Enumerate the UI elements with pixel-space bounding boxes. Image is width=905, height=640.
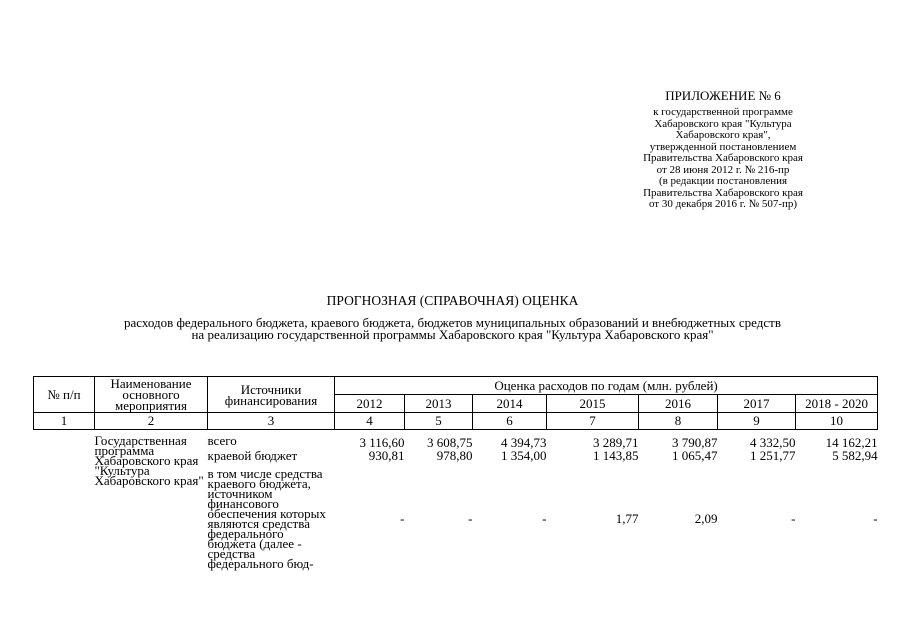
column-number: 1 [34, 413, 95, 430]
value-cell: 978,80 [436, 447, 473, 463]
budget-table [33, 376, 878, 569]
subtitle-line: на реализацию государственной программы Хабаровского края "Культура Хабаровского края" [191, 327, 714, 342]
appendix-heading: ПРИЛОЖЕНИЕ № 6 [665, 88, 781, 103]
header-name: Наименование основного мероприятия [95, 377, 208, 413]
column-number: 10 [796, 413, 878, 430]
column-number: 4 [335, 413, 405, 430]
source-label: краевой бюджет [207, 447, 298, 463]
column-number: 8 [639, 413, 718, 430]
appendix-line: от 28 июня 2012 г. № 216-пр [656, 163, 790, 176]
value-cell: 3 116,60 [359, 434, 405, 450]
program-name: Государственная программа Хабаровского края "Культура Хабаровского края" [94, 432, 204, 488]
column-number: 7 [547, 413, 639, 430]
value-cell: 4 332,50 [750, 434, 796, 450]
value-cell: 1 065,47 [672, 447, 718, 463]
value-cell: 4 394,73 [501, 434, 547, 450]
row-number [34, 436, 95, 449]
row-number [34, 449, 95, 469]
subtitle-line: расходов федерального бюджета, краевого бюджета, бюджетов муниципальных образований и внебюджетных средств [124, 315, 781, 330]
document-subtitle [0, 317, 905, 341]
row-number [34, 469, 95, 569]
value-cell: 3 608,75 [427, 434, 473, 450]
appendix-line: Правительства Хабаровского края [643, 152, 803, 164]
header-year: 2015 [547, 395, 639, 413]
appendix-line: утвержденной постановлением [649, 140, 797, 153]
column-number: 9 [718, 413, 796, 430]
header-year: 2017 [718, 395, 796, 413]
header-year: 2013 [405, 395, 473, 413]
header-year: 2018 - 2020 [796, 395, 878, 413]
header-year: 2012 [335, 395, 405, 413]
source-label: в том числе средства краевого бюджета, источником финансового обеспечения которых являются средства федерального бюджета (далее - средства федерального бюд- [207, 465, 326, 571]
value-cell: - [791, 511, 796, 526]
source-label: всего [207, 432, 237, 448]
header-year: 2014 [473, 395, 547, 413]
column-number: 2 [95, 413, 208, 430]
column-number: 3 [208, 413, 335, 430]
document-title: ПРОГНОЗНАЯ (СПРАВОЧНАЯ) ОЦЕНКА [326, 293, 579, 308]
appendix-line: Хабаровского края "Культура [654, 117, 792, 130]
value-cell: - [542, 511, 547, 526]
value-cell: - [873, 511, 878, 526]
column-number: 6 [473, 413, 547, 430]
appendix-line: к государственной программе [653, 106, 793, 118]
appendix-block [618, 88, 828, 211]
appendix-line: от 30 декабря 2016 г. № 507-пр) [648, 198, 798, 210]
value-cell: 1,77 [615, 511, 639, 526]
appendix-line: Правительства Хабаровского края [643, 186, 803, 199]
value-cell: 14 162,21 [825, 434, 878, 450]
value-cell: 5 582,94 [832, 447, 878, 463]
table-row [34, 436, 878, 449]
value-cell: 1 251,77 [750, 447, 796, 463]
header-estimate: Оценка расходов по годам (млн. рублей) [335, 377, 878, 395]
value-cell: 2,09 [694, 511, 718, 526]
value-cell: - [468, 511, 473, 526]
value-cell: 3 790,87 [672, 434, 718, 450]
header-source: Источники финансирования [208, 377, 335, 413]
header-num: № п/п [34, 377, 95, 413]
value-cell: 930,81 [368, 447, 405, 463]
header-year: 2016 [639, 395, 718, 413]
column-number: 5 [405, 413, 473, 430]
appendix-line: Хабаровского края", [675, 129, 771, 141]
value-cell: - [400, 511, 405, 526]
appendix-line: (в редакции постановления [658, 175, 788, 187]
value-cell: 1 143,85 [593, 447, 639, 463]
value-cell: 1 354,00 [501, 447, 547, 463]
value-cell: 3 289,71 [593, 434, 639, 450]
